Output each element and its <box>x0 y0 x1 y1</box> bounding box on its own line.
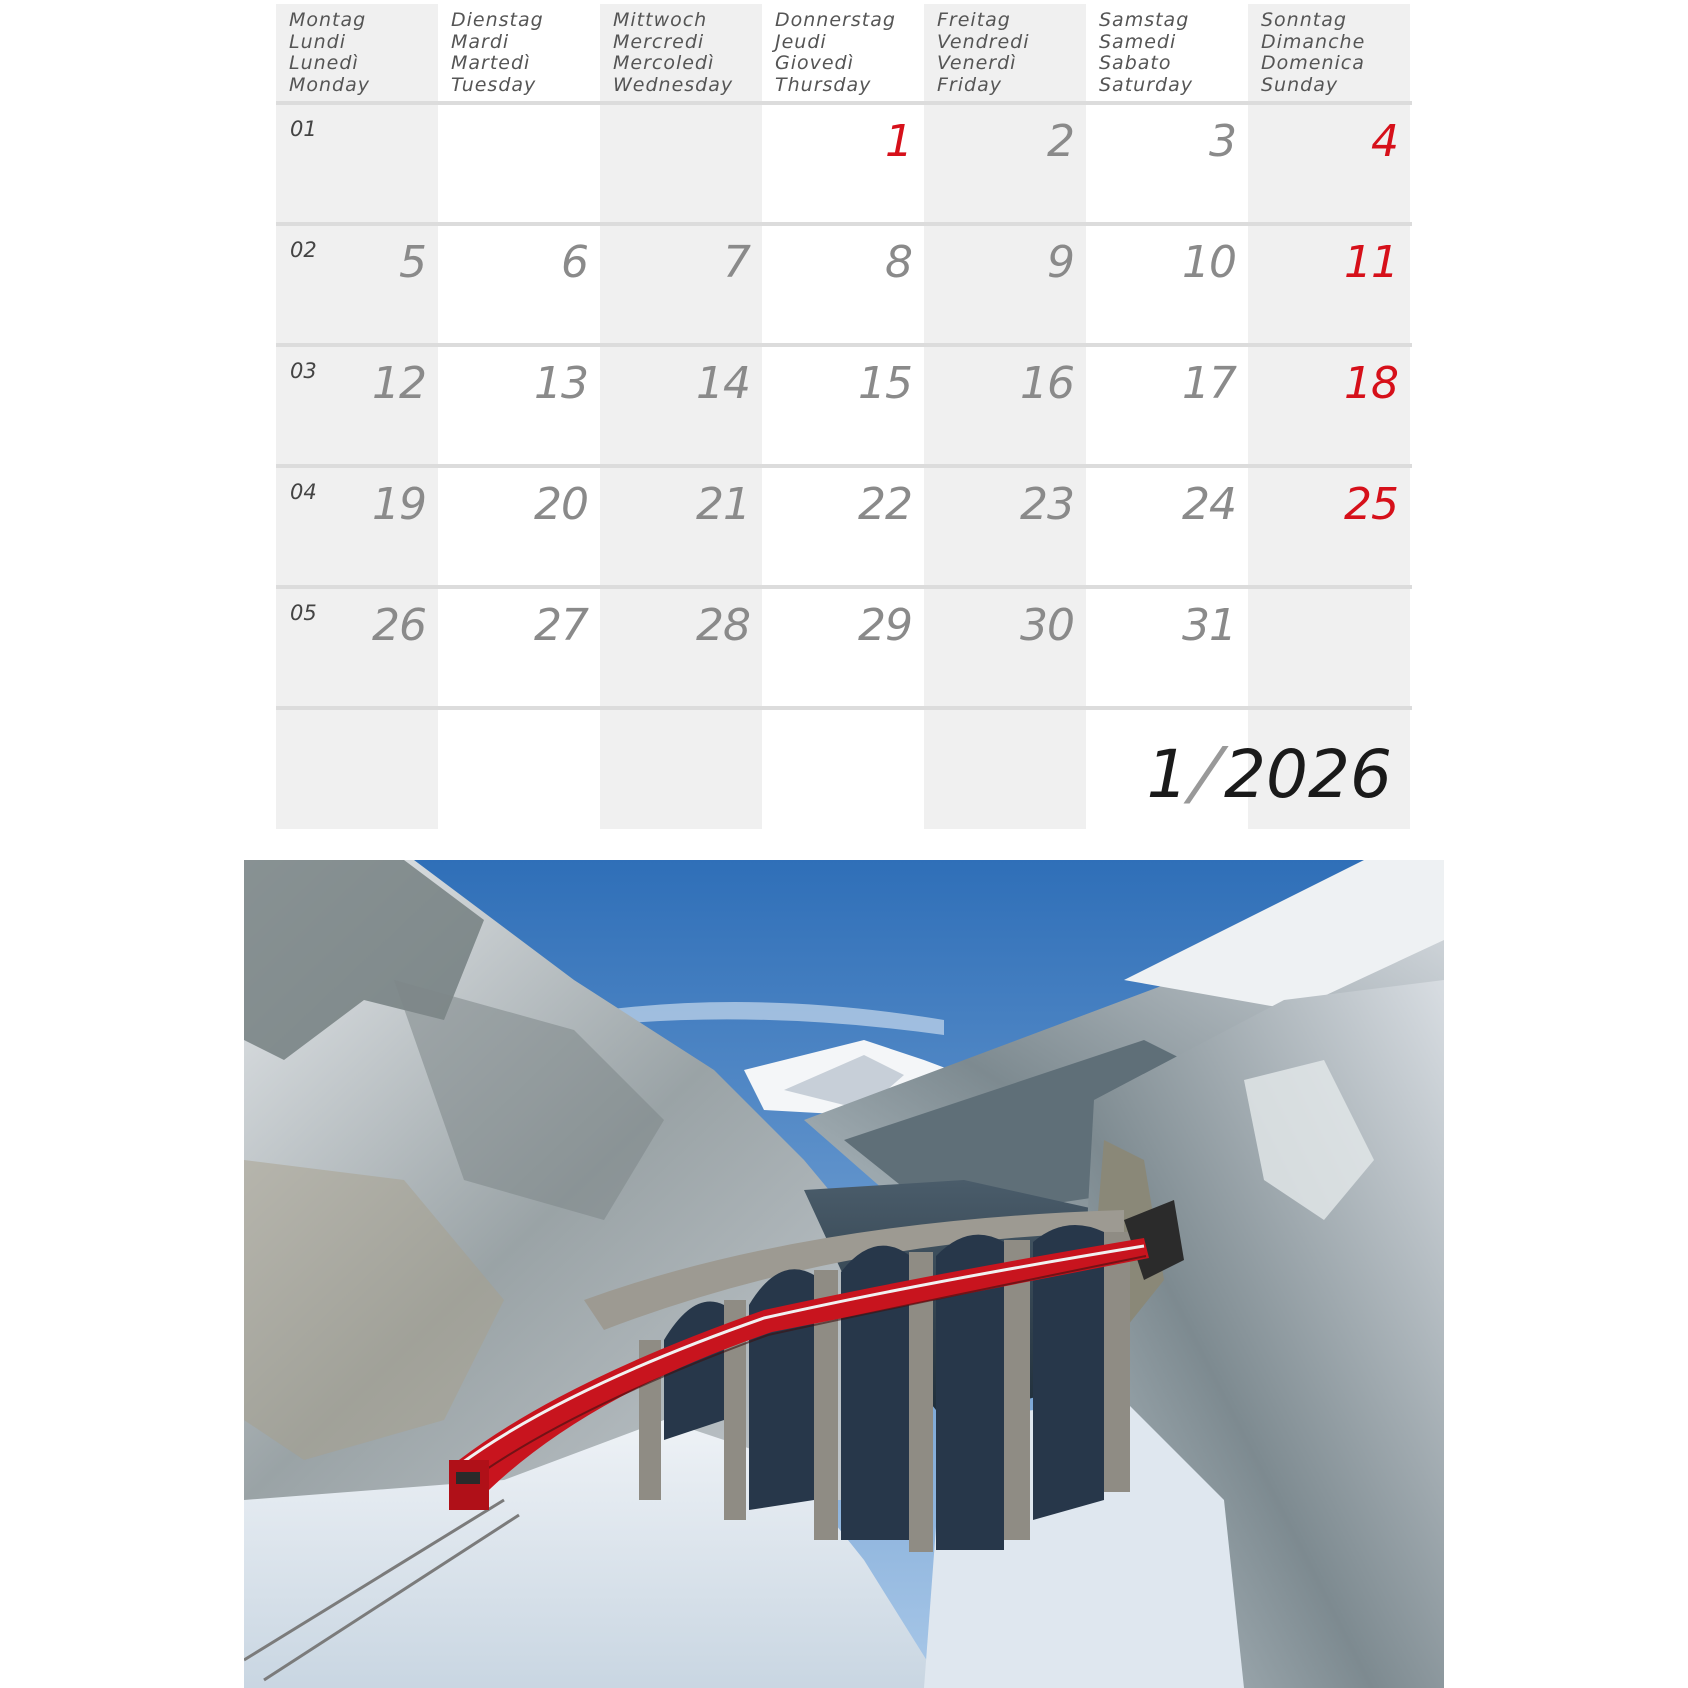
day-number[interactable]: 4 <box>1371 116 1398 167</box>
weekday-name: Montag <box>289 9 367 31</box>
weekday-name: Dienstag <box>451 9 544 31</box>
weekday-header <box>613 10 763 97</box>
month-number: 1 <box>1146 736 1189 813</box>
weekday-name: Wednesday <box>613 74 734 97</box>
day-number[interactable]: 3 <box>1209 116 1236 167</box>
day-number[interactable]: 9 <box>1047 237 1074 288</box>
day-number[interactable]: 19 <box>372 479 426 530</box>
weekday-header <box>289 10 439 97</box>
weekday-name: Tuesday <box>451 74 537 97</box>
weekday-name: Mardi <box>451 30 510 53</box>
weekday-name: Freitag <box>937 9 1011 31</box>
day-number[interactable]: 10 <box>1182 237 1236 288</box>
day-number[interactable]: 2 <box>1047 116 1074 167</box>
day-number[interactable]: 8 <box>885 237 912 288</box>
weekday-name: Vendredi <box>937 30 1030 53</box>
weekday-name: Sonntag <box>1261 9 1347 31</box>
row-divider <box>276 343 1412 347</box>
row-divider <box>276 706 1412 710</box>
weekday-name: Thursday <box>775 74 872 97</box>
day-number[interactable]: 7 <box>723 237 750 288</box>
day-number[interactable]: 28 <box>696 600 750 651</box>
day-number[interactable]: 23 <box>1020 479 1074 530</box>
weekday-name: Saturday <box>1099 74 1193 97</box>
weekday-name: Samedi <box>1099 30 1177 53</box>
weekday-name: Sabato <box>1099 52 1172 75</box>
day-number[interactable]: 24 <box>1182 479 1236 530</box>
day-number[interactable]: 27 <box>534 600 588 651</box>
weekday-name: Giovedì <box>775 52 854 75</box>
day-number[interactable]: 1 <box>885 116 912 167</box>
day-number[interactable]: 29 <box>858 600 912 651</box>
row-divider <box>276 585 1412 589</box>
day-number[interactable]: 5 <box>399 237 426 288</box>
day-number[interactable]: 17 <box>1182 358 1236 409</box>
day-number[interactable]: 6 <box>561 237 588 288</box>
week-number: 05 <box>290 601 317 625</box>
weekday-name: Friday <box>937 74 1002 97</box>
year-number: 2026 <box>1224 736 1392 813</box>
row-divider <box>276 464 1412 468</box>
weekday-header <box>937 10 1087 97</box>
day-number[interactable]: 15 <box>858 358 912 409</box>
weekday-name: Mercredi <box>613 30 705 53</box>
weekday-name: Lunedì <box>289 52 359 75</box>
row-divider <box>276 101 1412 105</box>
weekday-header <box>451 10 601 97</box>
weekday-name: Monday <box>289 74 371 97</box>
week-number: 02 <box>290 238 317 262</box>
week-number: 04 <box>290 480 317 504</box>
weekday-name: Donnerstag <box>775 9 896 31</box>
train-on-viaduct-image <box>244 860 1444 1688</box>
weekday-name: Lundi <box>289 30 347 53</box>
weekday-name: Samstag <box>1099 9 1190 31</box>
weekday-header <box>1261 10 1411 97</box>
weekday-header <box>775 10 925 97</box>
day-number[interactable]: 25 <box>1344 479 1398 530</box>
day-number[interactable]: 16 <box>1020 358 1074 409</box>
weekday-name: Sunday <box>1261 74 1339 97</box>
weekday-name: Jeudi <box>775 30 827 53</box>
day-number[interactable]: 11 <box>1344 237 1398 288</box>
day-number[interactable]: 13 <box>534 358 588 409</box>
day-number[interactable]: 20 <box>534 479 588 530</box>
weekday-name: Martedì <box>451 52 531 75</box>
weekday-name: Venerdì <box>937 52 1017 75</box>
day-number[interactable]: 26 <box>372 600 426 651</box>
week-number: 03 <box>290 359 317 383</box>
day-number[interactable]: 22 <box>858 479 912 530</box>
day-number[interactable]: 31 <box>1182 600 1236 651</box>
weekday-name: Domenica <box>1261 52 1365 75</box>
weekday-header <box>1099 10 1249 97</box>
day-number[interactable]: 21 <box>696 479 750 530</box>
month-separator: / <box>1187 732 1226 814</box>
week-number: 01 <box>290 117 317 141</box>
day-number[interactable]: 30 <box>1020 600 1074 651</box>
day-number[interactable]: 18 <box>1344 358 1398 409</box>
day-number[interactable]: 12 <box>372 358 426 409</box>
calendar-grid <box>276 4 1412 829</box>
landscape-photo <box>244 860 1444 1688</box>
weekday-name: Dimanche <box>1261 30 1366 53</box>
weekday-name: Mercoledì <box>613 52 715 75</box>
weekday-name: Mittwoch <box>613 9 708 31</box>
day-number[interactable]: 14 <box>696 358 750 409</box>
row-divider <box>276 222 1412 226</box>
month-year-label <box>1146 732 1392 814</box>
